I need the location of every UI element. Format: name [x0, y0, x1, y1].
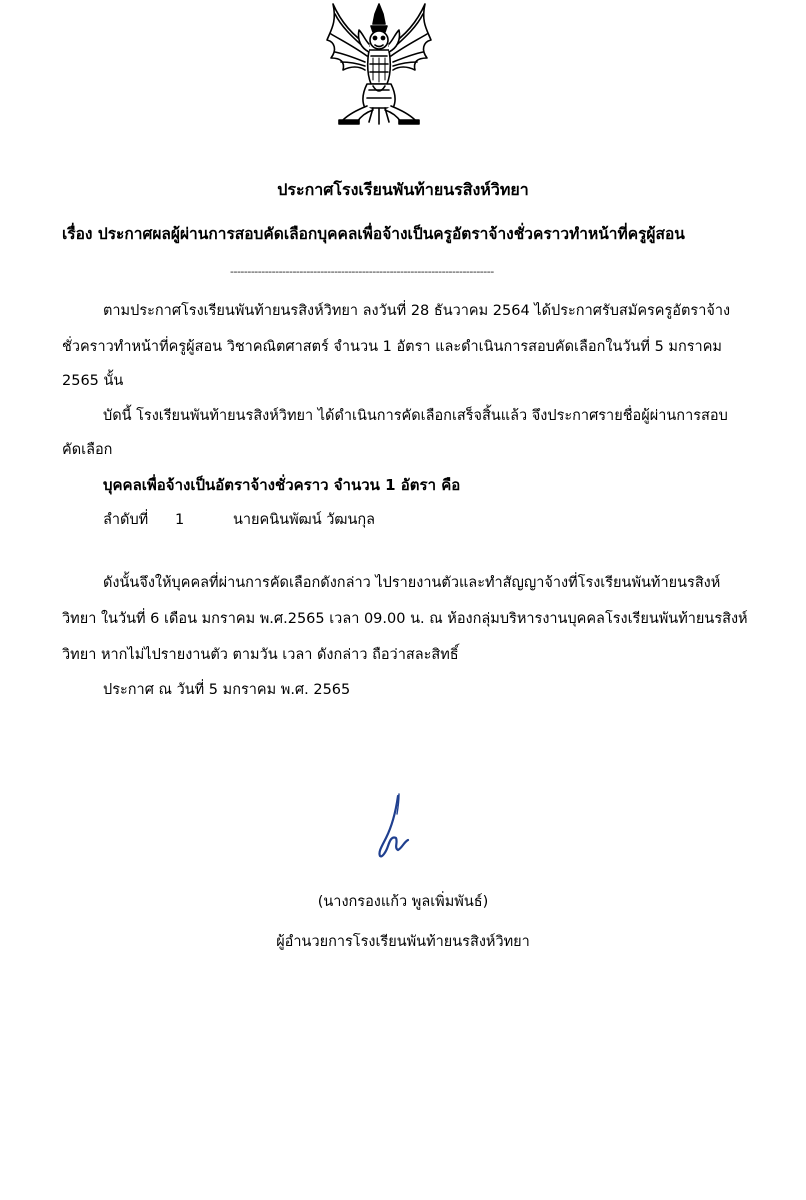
paragraph-1-line-1: ตามประกาศโรงเรียนพันท้ายนรสิงห์วิทยา ลงวันที่ 28 ธันวาคม 2564 ได้ประกาศรับสมัครครูอัตราจ้าง: [103, 303, 731, 319]
signature-mark: [368, 792, 418, 862]
announcement-subject: เรื่อง ประกาศผลผู้ผ่านการสอบคัดเลือกบุคคลเพื่อจ้างเป็นครูอัตราจ้างชั่วคราวทำหน้าที่ครูผู้สอน: [62, 225, 685, 243]
paragraph-3-line-3: วิทยา หากไม่ไปรายงานตัว ตามวัน เวลา ดังกล่าว ถือว่าสละสิทธิ์: [62, 647, 459, 663]
signatory-position: ผู้อำนวยการโรงเรียนพันท้ายนรสิงห์วิทยา: [276, 934, 530, 950]
rank-name: นายคนินพัฒน์ วัฒนกุล: [233, 512, 376, 528]
selected-heading: บุคคลเพื่อจ้างเป็นอัตราจ้างชั่วคราว จำนวน 1 อัตรา คือ: [103, 476, 461, 494]
paragraph-3-line-2: วิทยา ในวันที่ 6 เดือน มกราคม พ.ศ.2565 เวลา 09.00 น. ณ ห้องกลุ่มบริหารงานบุคคลโรงเรียนพันท้ายนรสิงห์: [62, 611, 748, 627]
paragraph-3-line-1: ดังนั้นจึงให้บุคคลที่ผ่านการคัดเลือกดังกล่าว ไปรายงานตัวและทำสัญญาจ้างที่โรงเรียนพันท้ายนรสิงห์: [103, 575, 721, 591]
paragraph-2-line-2: คัดเลือก: [62, 442, 113, 458]
paragraph-1-line-2: ชั่วคราวทำหน้าที่ครูผู้สอน วิชาคณิตศาสตร์ จำนวน 1 อัตรา และดำเนินการสอบคัดเลือกในวันที่ 5 มกราคม: [62, 339, 722, 355]
separator-line: ----------------------------------------------------------------------------: [230, 265, 494, 278]
rank-number: 1: [175, 512, 185, 528]
announcement-title: ประกาศโรงเรียนพันท้ายนรสิงห์วิทยา: [277, 180, 529, 199]
announce-date: ประกาศ ณ วันที่ 5 มกราคม พ.ศ. 2565: [103, 682, 351, 698]
rank-label: ลำดับที่: [103, 512, 149, 528]
signatory-name: (นางกรองแก้ว พูลเพิ่มพันธ์): [317, 894, 489, 910]
paragraph-2-line-1: บัดนี้ โรงเรียนพันท้ายนรสิงห์วิทยา ได้ดำเนินการคัดเลือกเสร็จสิ้นแล้ว จึงประกาศรายชื่อผู้ผ่านการสอบ: [103, 408, 728, 424]
paragraph-1-line-3: 2565 นั้น: [62, 373, 124, 389]
garuda-emblem-icon: [323, 0, 435, 128]
